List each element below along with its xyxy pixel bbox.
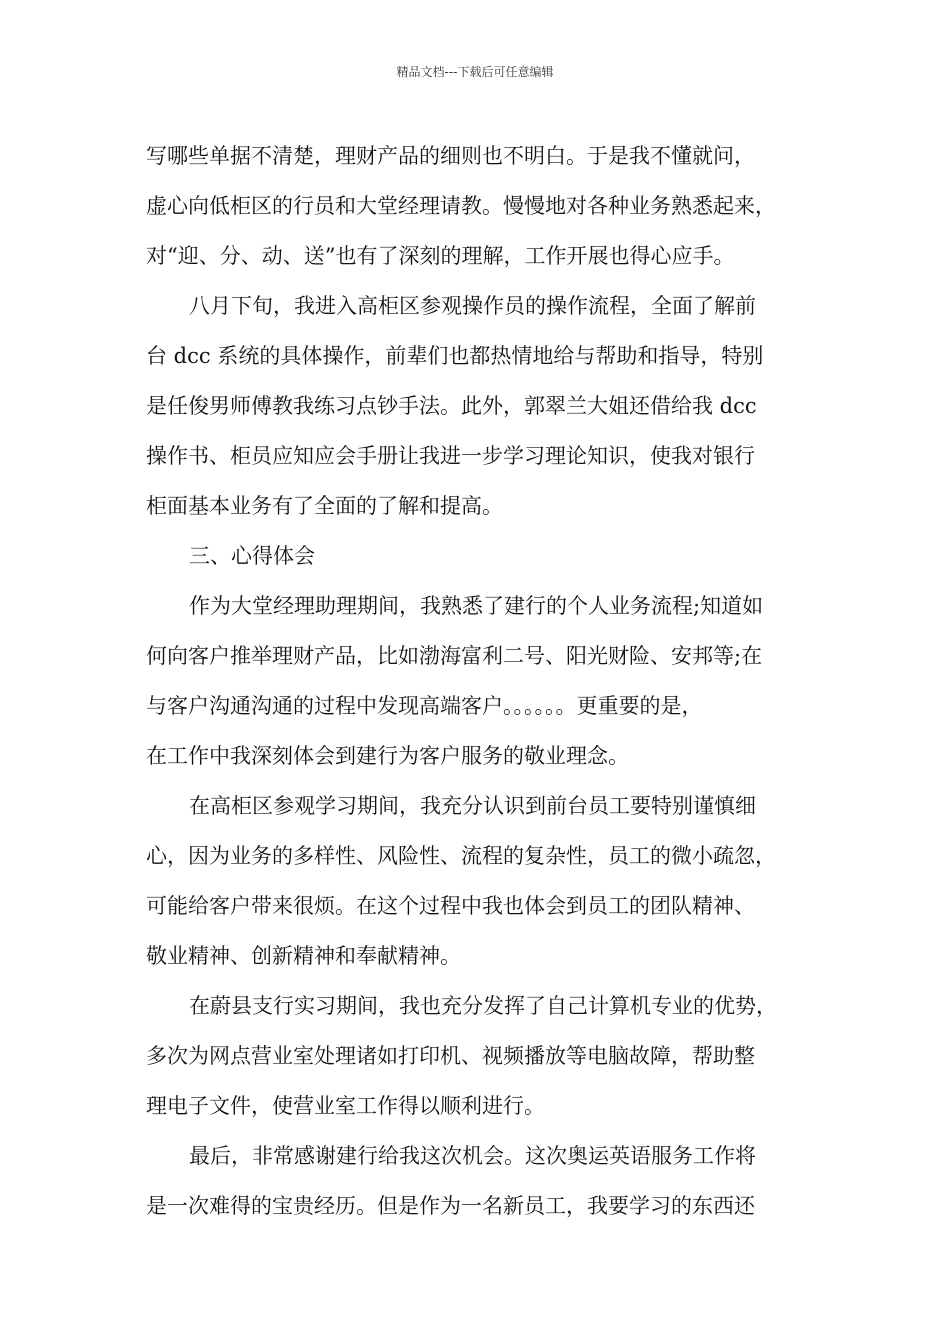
section-heading: 三、心得体会 xyxy=(189,544,315,568)
text-line: 虚心向低柜区的行员和大堂经理请教。慢慢地对各种业务熟悉起来， xyxy=(146,194,776,218)
text-line: 敬业精神、创新精神和奉献精神。 xyxy=(146,944,461,968)
text-line: 在工作中我深刻体会到建行为客户服务的敬业理念。 xyxy=(146,744,629,768)
text-line: 八月下旬，我进入高柜区参观操作员的操作流程，全面了解前 xyxy=(189,294,756,318)
text-line: 与客户沟通沟通的过程中发现高端客户。。。。。。更重要的是， xyxy=(146,694,703,718)
document-body xyxy=(146,131,808,1231)
text-line: 是一次难得的宝贵经历。但是作为一名新员工，我要学习的东西还 xyxy=(146,1194,755,1218)
text-line: 操作书、柜员应知应会手册让我进一步学习理论知识，使我对银行 xyxy=(146,444,755,468)
text-line: 作为大堂经理助理期间，我熟悉了建行的个人业务流程;知道如 xyxy=(189,594,764,618)
text-line: 可能给客户带来很烦。在这个过程中我也体会到员工的团队精神、 xyxy=(146,894,755,918)
text-line: 心，因为业务的多样性、风险性、流程的复杂性，员工的微小疏忽， xyxy=(146,844,776,868)
text-line: 何向客户推举理财产品，比如渤海富利二号、阳光财险、安邦等;在 xyxy=(146,644,763,668)
text-line: 最后，非常感谢建行给我这次机会。这次奥运英语服务工作将 xyxy=(189,1144,756,1168)
text-line: 对“迎、分、动、送”也有了深刻的理解，工作开展也得心应手。 xyxy=(146,244,735,268)
text-line: 台 dcc 系统的具体操作，前辈们也都热情地给与帮助和指导，特别 xyxy=(146,344,764,368)
text-line: 是任俊男师傅教我练习点钞手法。此外，郭翠兰大姐还借给我 dcc xyxy=(146,394,757,418)
text-line: 在蔚县支行实习期间，我也充分发挥了自己计算机专业的优势， xyxy=(189,994,777,1018)
text-line: 理电子文件，使营业室工作得以顺利进行。 xyxy=(146,1094,545,1118)
page-header: 精品文档---下载后可任意编辑 xyxy=(396,65,554,79)
text-line: 写哪些单据不清楚，理财产品的细则也不明白。于是我不懂就问， xyxy=(146,144,755,168)
text-line: 多次为网点营业室处理诸如打印机、视频播放等电脑故障，帮助整 xyxy=(146,1044,755,1068)
text-line: 柜面基本业务有了全面的了解和提高。 xyxy=(146,494,503,518)
text-line: 在高柜区参观学习期间，我充分认识到前台员工要特别谨慎细 xyxy=(189,794,756,818)
